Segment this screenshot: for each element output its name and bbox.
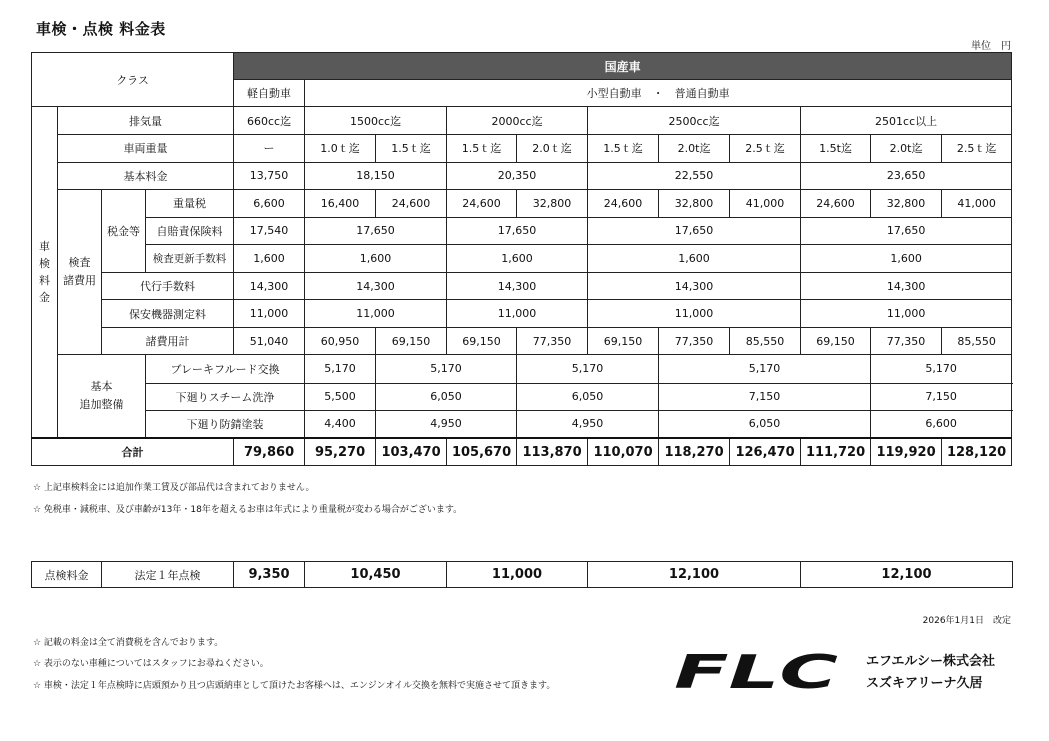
total-label: 合計: [32, 438, 234, 465]
cell: 95,270: [305, 438, 376, 465]
cell: 14,300: [234, 273, 305, 300]
cell: 24,600: [447, 189, 517, 217]
weight-tax-row: [32, 189, 1012, 217]
cell: 17,650: [588, 217, 801, 244]
cell: 17,650: [305, 217, 447, 244]
total-row: [32, 438, 1012, 465]
cell: 2.5ｔ迄: [730, 135, 801, 162]
row-label: 検査更新手数料: [146, 244, 234, 272]
row-label: 基本料金: [58, 162, 234, 189]
subtotal-row: [32, 328, 1012, 355]
brake-row: [32, 355, 1012, 383]
cell: 11,000: [588, 300, 801, 328]
cell: 119,920: [871, 438, 942, 465]
cell: 77,350: [659, 328, 730, 355]
row-label: 自賠責保険料: [146, 217, 234, 244]
note: ☆ 上記車検料金には追加作業工賃及び部品代は含まれておりません。: [33, 483, 315, 493]
flc-logo-text: FLC: [674, 650, 839, 692]
cell: 110,070: [588, 438, 659, 465]
cell: 128,120: [942, 438, 1012, 465]
cell: 77,350: [871, 328, 942, 355]
cell: 1,600: [305, 244, 447, 272]
cell: 4,950: [376, 410, 517, 438]
cell: 12,100: [588, 562, 801, 588]
inspection-type: 法定１年点検: [102, 562, 234, 588]
cell: 5,170: [305, 355, 376, 383]
row-label: 諸費用計: [102, 328, 234, 355]
cell: 6,050: [376, 383, 517, 410]
small-normal-header: 小型自動車 ・ 普通自動車: [305, 80, 1012, 107]
cell: 60,950: [305, 328, 376, 355]
unit-label: 単位 円: [971, 41, 1011, 52]
row-label: 下廻りスチーム洗浄: [146, 383, 305, 410]
inspection-costs-label: 検査 諸費用: [58, 189, 102, 355]
cell: 6,050: [659, 410, 871, 438]
page-title: 車検・点検 料金表: [36, 20, 166, 38]
security-row: [32, 300, 1012, 328]
row-label: 代行手数料: [102, 273, 234, 300]
cell: 17,540: [234, 217, 305, 244]
cell: 105,670: [447, 438, 517, 465]
cell: 23,650: [801, 162, 1012, 189]
footnote: ☆ 記載の料金は全て消費税を含んでおります。: [33, 638, 224, 648]
cell: 11,000: [447, 562, 588, 588]
cell: 1.0ｔ迄: [305, 135, 376, 162]
shaken-fee-vertical-label: 車 検 料 金: [32, 107, 58, 439]
cell: 69,150: [801, 328, 871, 355]
row-label: 排気量: [58, 107, 234, 135]
cell: 660cc迄: [234, 107, 305, 135]
cell: ー: [234, 135, 305, 162]
row-label: 保安機器測定料: [102, 300, 234, 328]
cell: 24,600: [376, 189, 447, 217]
cell: 1500cc迄: [305, 107, 447, 135]
insurance-row: [32, 217, 1012, 244]
cell: 5,170: [376, 355, 517, 383]
cell: 5,170: [659, 355, 871, 383]
cell: 16,400: [305, 189, 376, 217]
cell: 1.5ｔ迄: [588, 135, 659, 162]
cell: 69,150: [588, 328, 659, 355]
cell: 17,650: [801, 217, 1012, 244]
inspection-row: [32, 562, 1013, 588]
cell: 113,870: [517, 438, 588, 465]
cell: 41,000: [942, 189, 1012, 217]
cell: 11,000: [305, 300, 447, 328]
basic-service-label: 基本 追加整備: [58, 355, 146, 438]
class-header: クラス: [32, 53, 234, 107]
inspection-label: 点検料金: [32, 562, 102, 588]
cell: 11,000: [801, 300, 1012, 328]
cell: 7,150: [871, 383, 1012, 410]
cell: 2.0t迄: [871, 135, 942, 162]
cell: 6,050: [517, 383, 659, 410]
cell: 1,600: [588, 244, 801, 272]
cell: 41,000: [730, 189, 801, 217]
base-fee-row: [32, 162, 1012, 189]
cell: 17,650: [447, 217, 588, 244]
row-label: ブレーキフルード交換: [146, 355, 305, 383]
cell: 2000cc迄: [447, 107, 588, 135]
cell: 1,600: [234, 244, 305, 272]
cell: 79,860: [234, 438, 305, 465]
footnote: ☆ 表示のない車種についてはスタッフにお尋ねください。: [33, 659, 269, 669]
cell: 7,150: [659, 383, 871, 410]
cell: 85,550: [730, 328, 801, 355]
cell: 118,270: [659, 438, 730, 465]
cell: 14,300: [588, 273, 801, 300]
cell: 51,040: [234, 328, 305, 355]
renewal-row: [32, 244, 1012, 272]
cell: 126,470: [730, 438, 801, 465]
note: ☆ 免税車・減税車、及び車齢が13年・18年を超えるお車は年式により重量税が変わる場合がございます。: [33, 505, 463, 515]
cell: 24,600: [801, 189, 871, 217]
cell: 2.5ｔ迄: [942, 135, 1012, 162]
cell: 2.0ｔ迄: [517, 135, 588, 162]
flc-logo: [672, 650, 842, 692]
cell: 18,150: [305, 162, 447, 189]
cell: 103,470: [376, 438, 447, 465]
domestic-header: 国産車: [234, 53, 1012, 80]
rust-row: [32, 410, 1012, 438]
cell: 111,720: [801, 438, 871, 465]
cell: 1,600: [447, 244, 588, 272]
taxes-label: 税金等: [102, 189, 146, 272]
row-label: 重量税: [146, 189, 234, 217]
row-label: 車両重量: [58, 135, 234, 162]
cell: 2.0t迄: [659, 135, 730, 162]
cell: 11,000: [234, 300, 305, 328]
revision-date: 2026年1月1日 改定: [922, 616, 1011, 626]
displacement-row: [32, 107, 1012, 135]
cell: 2501cc以上: [801, 107, 1012, 135]
company-name: エフエルシー株式会社: [866, 654, 996, 669]
cell: 6,600: [234, 189, 305, 217]
branch-name: スズキアリーナ久居: [866, 676, 983, 691]
footnote: ☆ 車検・法定１年点検時に店頭預かり且つ店頭納車として頂けたお客様へは、エンジンオイル交換を無料で実施させて頂きます。: [33, 681, 556, 691]
cell: 20,350: [447, 162, 588, 189]
row-label: 下廻り防錆塗装: [146, 410, 305, 438]
cell: 13,750: [234, 162, 305, 189]
shaken-fee-table: [31, 52, 1012, 466]
agency-row: [32, 273, 1012, 300]
cell: 1.5ｔ迄: [376, 135, 447, 162]
cell: 69,150: [447, 328, 517, 355]
cell: 5,170: [517, 355, 659, 383]
cell: 14,300: [801, 273, 1012, 300]
cell: 14,300: [305, 273, 447, 300]
cell: 6,600: [871, 410, 1012, 438]
cell: 11,000: [447, 300, 588, 328]
cell: 69,150: [376, 328, 447, 355]
cell: 14,300: [447, 273, 588, 300]
cell: 32,800: [659, 189, 730, 217]
cell: 12,100: [801, 562, 1013, 588]
cell: 32,800: [517, 189, 588, 217]
cell: 77,350: [517, 328, 588, 355]
cell: 32,800: [871, 189, 942, 217]
weight-row: [32, 135, 1012, 162]
cell: 5,170: [871, 355, 1012, 383]
cell: 10,450: [305, 562, 447, 588]
cell: 4,400: [305, 410, 376, 438]
cell: 22,550: [588, 162, 801, 189]
cell: 85,550: [942, 328, 1012, 355]
cell: 9,350: [234, 562, 305, 588]
cell: 5,500: [305, 383, 376, 410]
inspection-fee-table: [31, 561, 1013, 588]
cell: 1,600: [801, 244, 1012, 272]
kei-header: 軽自動車: [234, 80, 305, 107]
steam-row: [32, 383, 1012, 410]
cell: 2500cc迄: [588, 107, 801, 135]
cell: 4,950: [517, 410, 659, 438]
cell: 1.5ｔ迄: [447, 135, 517, 162]
cell: 24,600: [588, 189, 659, 217]
cell: 1.5t迄: [801, 135, 871, 162]
